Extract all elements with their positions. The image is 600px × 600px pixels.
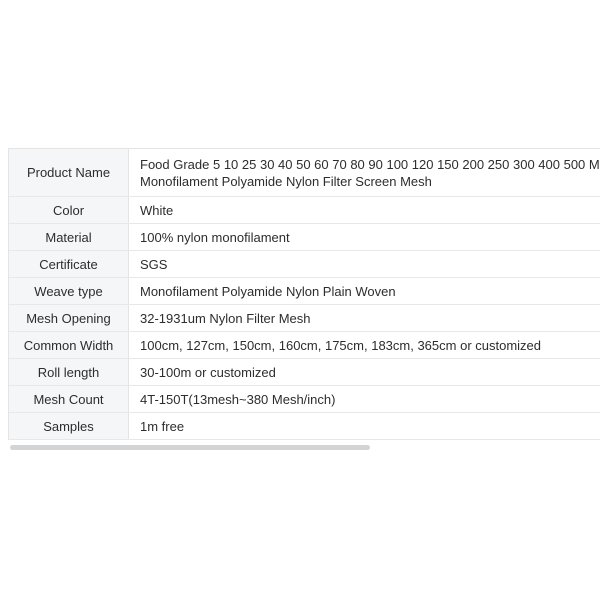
row-label: Mesh Count: [9, 386, 129, 412]
product-spec-table: [8, 148, 600, 440]
row-label: Common Width: [9, 332, 129, 358]
table-row-mesh-opening: [9, 305, 600, 332]
table-row-certificate: [9, 251, 600, 278]
table-row-product-name: [9, 149, 600, 197]
table-row-material: [9, 224, 600, 251]
row-value: 1m free: [140, 418, 185, 434]
table-row-weave-type: [9, 278, 600, 305]
row-value: [129, 149, 600, 196]
table-row-mesh-count: [9, 386, 600, 413]
row-value: White: [140, 202, 174, 218]
table-row-roll-length: [9, 359, 600, 386]
row-label: Weave type: [9, 278, 129, 304]
row-value-line2: Monofilament Polyamide Nylon Filter Screen Mesh: [140, 173, 432, 189]
row-value: 32-1931um Nylon Filter Mesh: [140, 310, 311, 326]
row-label: Mesh Opening: [9, 305, 129, 331]
row-label: Samples: [9, 413, 129, 439]
row-value: 4T-150T(13mesh~380 Mesh/inch): [140, 391, 336, 407]
table-row-color: [9, 197, 600, 224]
row-value-line1: Food Grade 5 10 25 30 40 50 60 70 80 90 100 120 150 200 250 300 400 500 M: [140, 156, 600, 172]
row-label: Certificate: [9, 251, 129, 277]
spec-table-scroll-area[interactable]: [8, 148, 600, 440]
row-value: SGS: [140, 256, 168, 272]
row-value: 100% nylon monofilament: [140, 229, 290, 245]
row-value: 30-100m or customized: [140, 364, 276, 380]
row-value: Monofilament Polyamide Nylon Plain Woven: [140, 283, 396, 299]
row-label: Material: [9, 224, 129, 250]
table-row-common-width: [9, 332, 600, 359]
row-label: Roll length: [9, 359, 129, 385]
row-value: 100cm, 127cm, 150cm, 160cm, 175cm, 183cm, 365cm or customized: [140, 337, 542, 353]
horizontal-scrollbar-thumb[interactable]: [10, 445, 370, 450]
table-row-samples: [9, 413, 600, 440]
row-label: Product Name: [9, 149, 129, 196]
row-label: Color: [9, 197, 129, 223]
